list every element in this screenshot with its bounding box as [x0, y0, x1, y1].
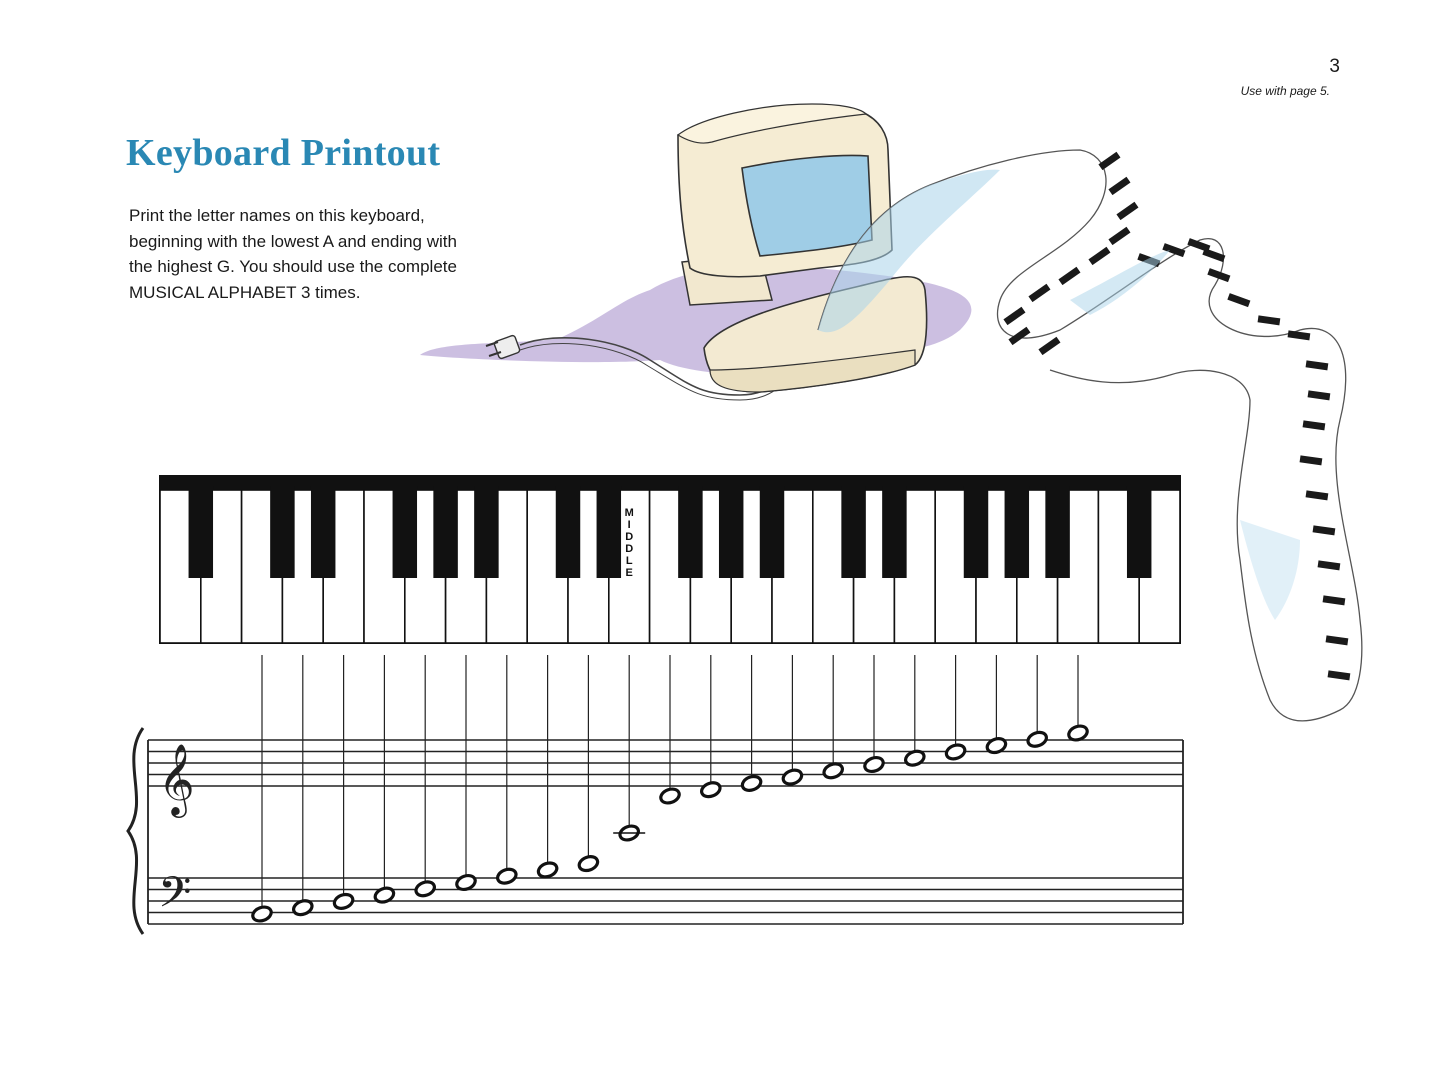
black-key [964, 486, 988, 578]
whole-note [332, 892, 354, 911]
page-reference-note: Use with page 5. [1240, 84, 1330, 98]
black-key [1005, 486, 1029, 578]
middle-label-letter: M [624, 507, 634, 519]
instructions-line: MUSICAL ALPHABET 3 times. [129, 282, 361, 302]
black-key [597, 486, 621, 578]
whole-note [863, 755, 885, 774]
black-key [474, 486, 498, 578]
black-key [841, 486, 865, 578]
whole-note [251, 905, 273, 924]
instructions-line: the highest G. You should use the complete [129, 257, 457, 276]
black-key [1045, 486, 1069, 578]
black-key [311, 486, 335, 578]
black-key [270, 486, 294, 578]
black-key [719, 486, 743, 578]
whole-note [1026, 730, 1048, 749]
grand-staff [128, 728, 1183, 934]
black-key [760, 486, 784, 578]
black-key [393, 486, 417, 578]
middle-label-letter: E [625, 567, 633, 579]
grand-staff-brace [128, 728, 143, 934]
instructions-line: Print the letter names on this keyboard, [129, 206, 425, 225]
whole-note [822, 761, 844, 780]
page-title: Keyboard Printout [126, 132, 441, 174]
whole-note [944, 743, 966, 762]
whole-note [613, 824, 645, 843]
whole-note [781, 768, 803, 787]
black-key [678, 486, 702, 578]
middle-label-letter: L [625, 555, 633, 567]
black-key [556, 486, 580, 578]
key-leader-lines [262, 655, 1078, 907]
bass-clef-icon: 𝄢 [158, 868, 192, 928]
whole-note [740, 774, 762, 793]
whole-note [659, 787, 681, 806]
whole-note [496, 867, 518, 886]
middle-label-letter: I [627, 519, 631, 531]
black-key [433, 486, 457, 578]
middle-label-letter: D [625, 531, 634, 543]
whole-note [577, 854, 599, 873]
whole-note [414, 879, 436, 898]
black-key [882, 486, 906, 578]
piano-keyboard [160, 476, 1180, 643]
black-key [189, 486, 213, 578]
whole-note [700, 780, 722, 799]
instructions-line: beginning with the lowest A and ending with [129, 231, 457, 251]
treble-clef-icon: 𝄞 [158, 742, 195, 815]
middle-label-letter: D [625, 543, 634, 555]
page-number: 3 [1329, 56, 1340, 77]
black-key [1127, 486, 1151, 578]
whole-note [536, 861, 558, 880]
